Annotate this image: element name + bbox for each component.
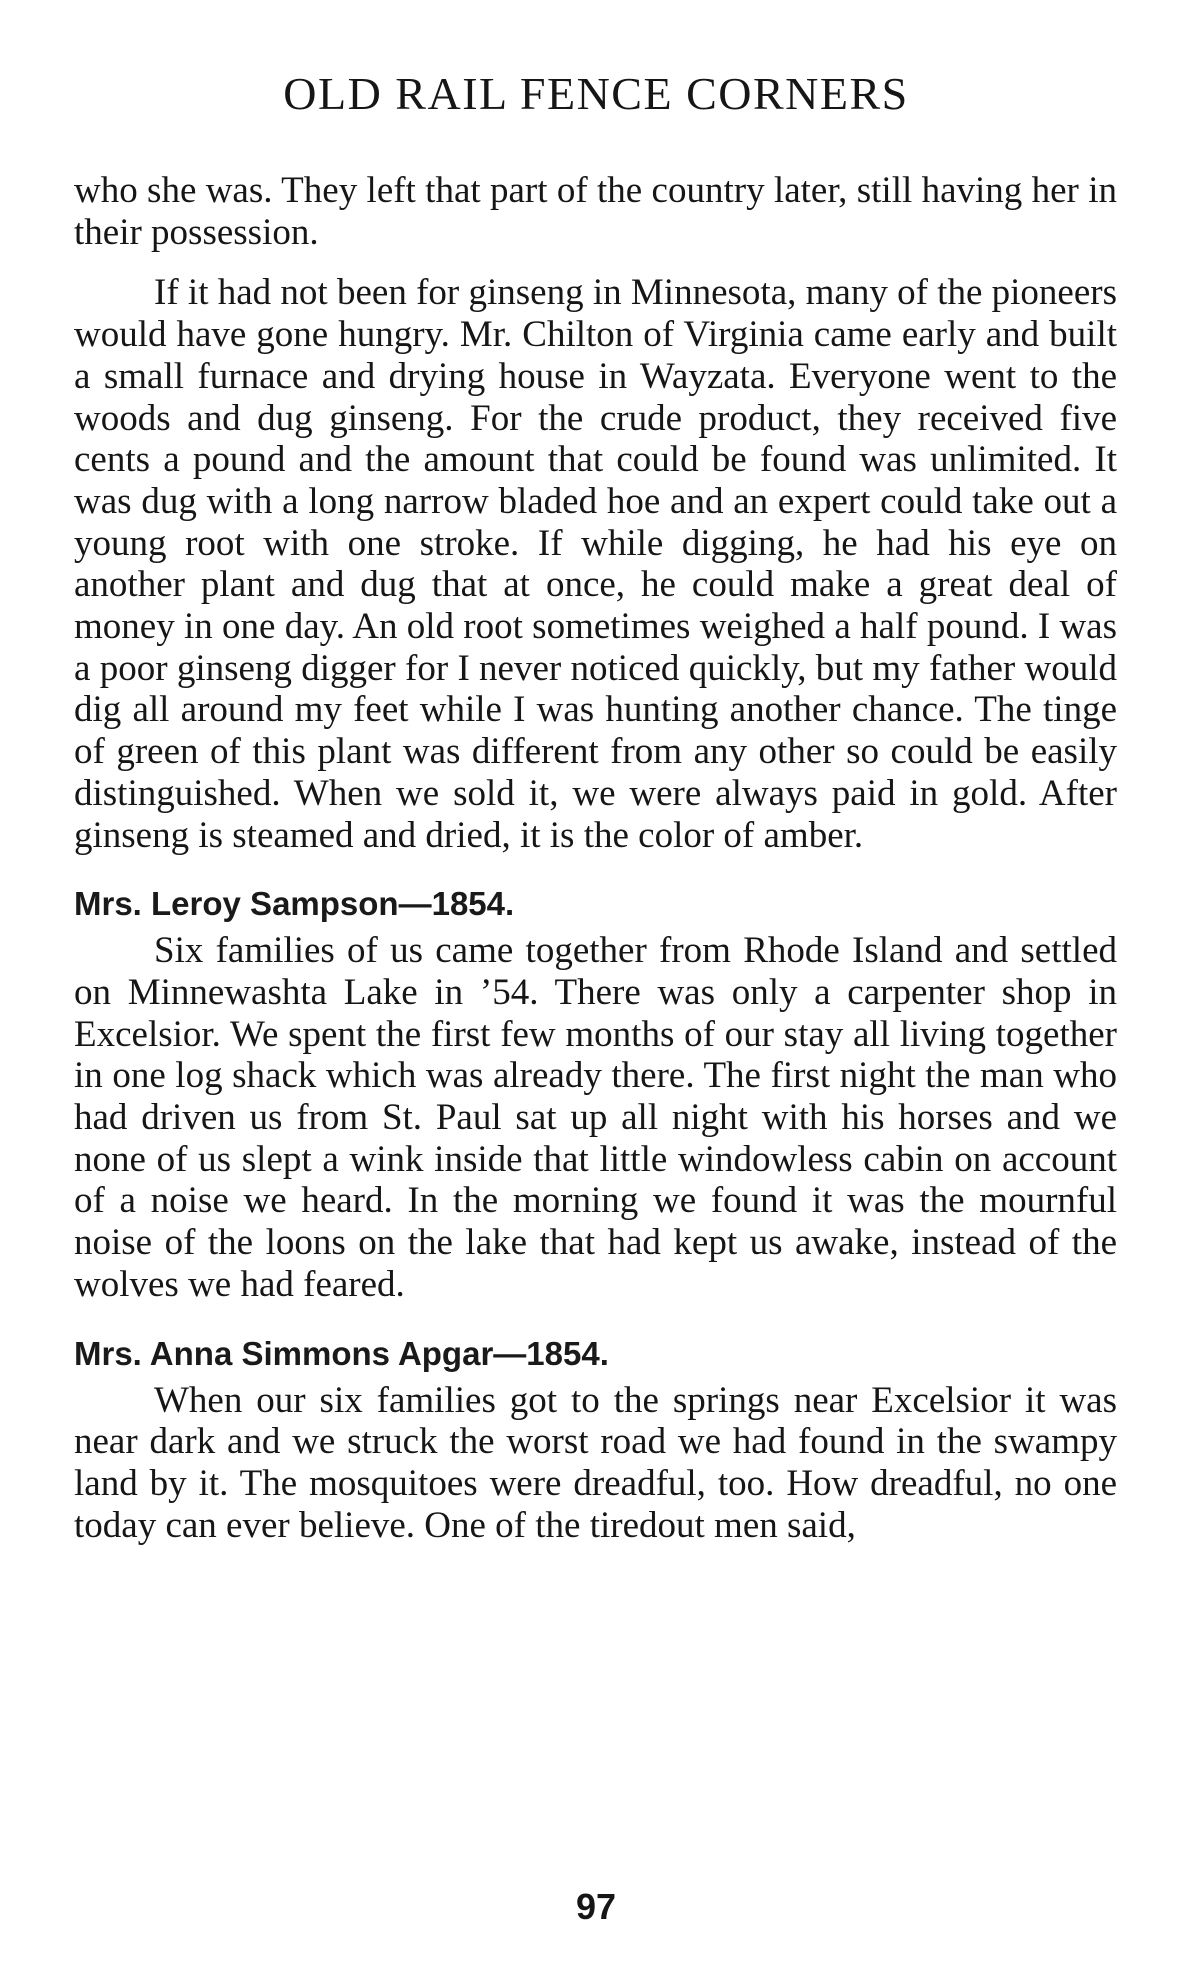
- continuation-paragraph: who she was. They left that part of the country later, still having her in their possession.: [74, 170, 1117, 253]
- text-block: [74, 170, 1117, 1546]
- section-heading-apgar: Mrs. Anna Simmons Apgar—1854.: [74, 1334, 609, 1372]
- running-head: OLD RAIL FENCE CORNERS: [283, 68, 909, 119]
- section-heading-sampson: Mrs. Leroy Sampson—1854.: [74, 885, 515, 923]
- ginseng-paragraph: If it had not been for ginseng in Minnesota, many of the pioneers would have gone hungry. Mr. Chilton of Virginia came early and built a small furnace and drying house in Wayzata. Everyone went to the woods and dug ginseng. For the crude product, they received five cents a pound and the amount that could be found was unlimited. It was dug with a long narrow bladed hoe and an expert could take out a young root with one stroke. If while digging, he had his eye on another plant and dug that at once, he could make a great deal of money in one day. An old root sometimes weighed a half pound. I was a poor ginseng digger for I never noticed quickly, but my father would dig all around my feet while I was hunting another chance. The tinge of green of this plant was different from any other so could be easily distinguished. When we sold it, we were always paid in gold. After ginseng is steamed and dried, it is the color of amber.: [74, 272, 1117, 856]
- apgar-paragraph: When our six families got to the springs near Excelsior it was near dark and we struck the worst road we had found in the swampy land by it. The mosquitoes were dreadful, too. How dreadful, no one today can ever believe. One of the tiredout men said,: [74, 1379, 1117, 1546]
- page-number: 97: [575, 1886, 617, 1927]
- sampson-paragraph: Six families of us came together from Rhode Island and settled on Minnewashta Lake in ’54. There was only a carpenter shop in Excelsior. We spent the first few months of our stay all living together in one log shack which was already there. The first night the man who had driven us from St. Paul sat up all night with his horses and we none of us slept a wink inside that little windowless cabin on account of a noise we heard. In the morning we found it was the mournful noise of the loons on the lake that had kept us awake, instead of the wolves we had feared.: [74, 930, 1117, 1305]
